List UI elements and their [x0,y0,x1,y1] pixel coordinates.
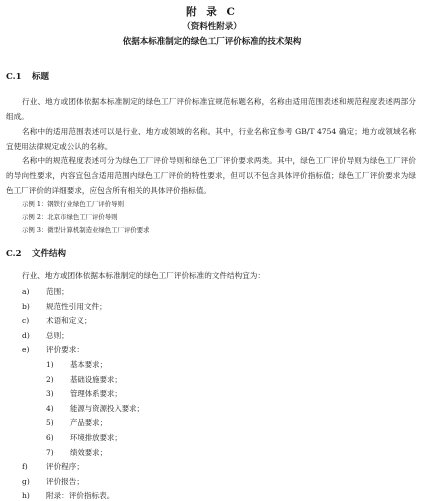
list-marker: f) [22,462,28,472]
c1-paragraph-1: 行业、地方或团体依据本标准制定的绿色工厂评价标准宜规范标题名称，名称由适用范围表述和规范程度表述两部分组成。 [6,97,416,121]
appendix-title: 依据本标准制定的绿色工厂评价标准的技术架构 [122,37,302,47]
c2-intro: 行业、地方或团体依据本标准制定的绿色工厂评价标准的文件结构宜为： [22,271,265,280]
list-item: a) 范围； [22,287,69,296]
section-c2-title: 文件结构 [32,249,67,259]
appendix-label: 附 录 C [186,6,238,18]
list-marker: g) [22,476,30,486]
sub-list-item: 4) 能源与资源投入要求； [46,403,144,413]
example-3: 示例 3：微型计算机制造业绿色工厂评价要求 [22,226,150,234]
list-item: c) 术语和定义； [22,316,92,326]
section-c1-heading [6,70,49,82]
sub-list-item: 3) 管理体系要求； [46,389,122,399]
example-2: 示例 2：北京市绿色工厂评价导则 [22,213,118,221]
sub-list-item: 5) 产品要求； [46,418,107,428]
sub-list-item: 2) 基础设施要求； [46,374,122,384]
section-c1-number: C.1 [6,72,22,82]
list-text: 评价程序； [46,462,84,472]
list-item-tail [22,490,114,501]
section-c2-number: C.2 [6,249,22,259]
c1-paragraph-3: 名称中的规范程度表述可分为绿色工厂评价导则和绿色工厂评价要求两类。其中，绿色工厂评价导则为绿色工厂评价的导向性要求，内容宜包含适用范围内绿色工厂评价的特性要求，但可以不包含具体评价指标值；绿色工厂评价要求为绿色工厂评价的详细要求，应包含所有相关的具体评价指标值。 [6,156,416,195]
list-marker: h) [22,491,30,501]
list-item: d) 总则； [22,330,69,340]
list-item: b) 规范性引用文件； [22,301,107,311]
appendix-type: （资料性附录） [182,22,242,32]
list-item-tail [22,476,84,487]
c1-paragraph-2: 名称中的适用范围表述可以是行业、地方或领域的名称。其中，行业名称宜参考 GB/T 4754 确定；地方或领域名称宜使用法律规定或公认的名称。 [6,127,416,151]
section-c2-heading [6,247,66,259]
section-c1-title: 标题 [32,72,50,82]
list-text: 附录：评价指标表。 [46,491,115,501]
list-item-tail [22,461,84,472]
sub-list-item: 6) 环境排放要求； [46,433,122,442]
sub-list-item: 7) 绩效要求； [46,447,107,457]
example-1: 示例 1：钢铁行业绿色工厂评价导则 [22,200,124,208]
list-item: e) 评价要求： [22,345,84,355]
sub-list-item: 1) 基本要求； [46,360,107,369]
list-text: 评价报告； [46,476,84,486]
